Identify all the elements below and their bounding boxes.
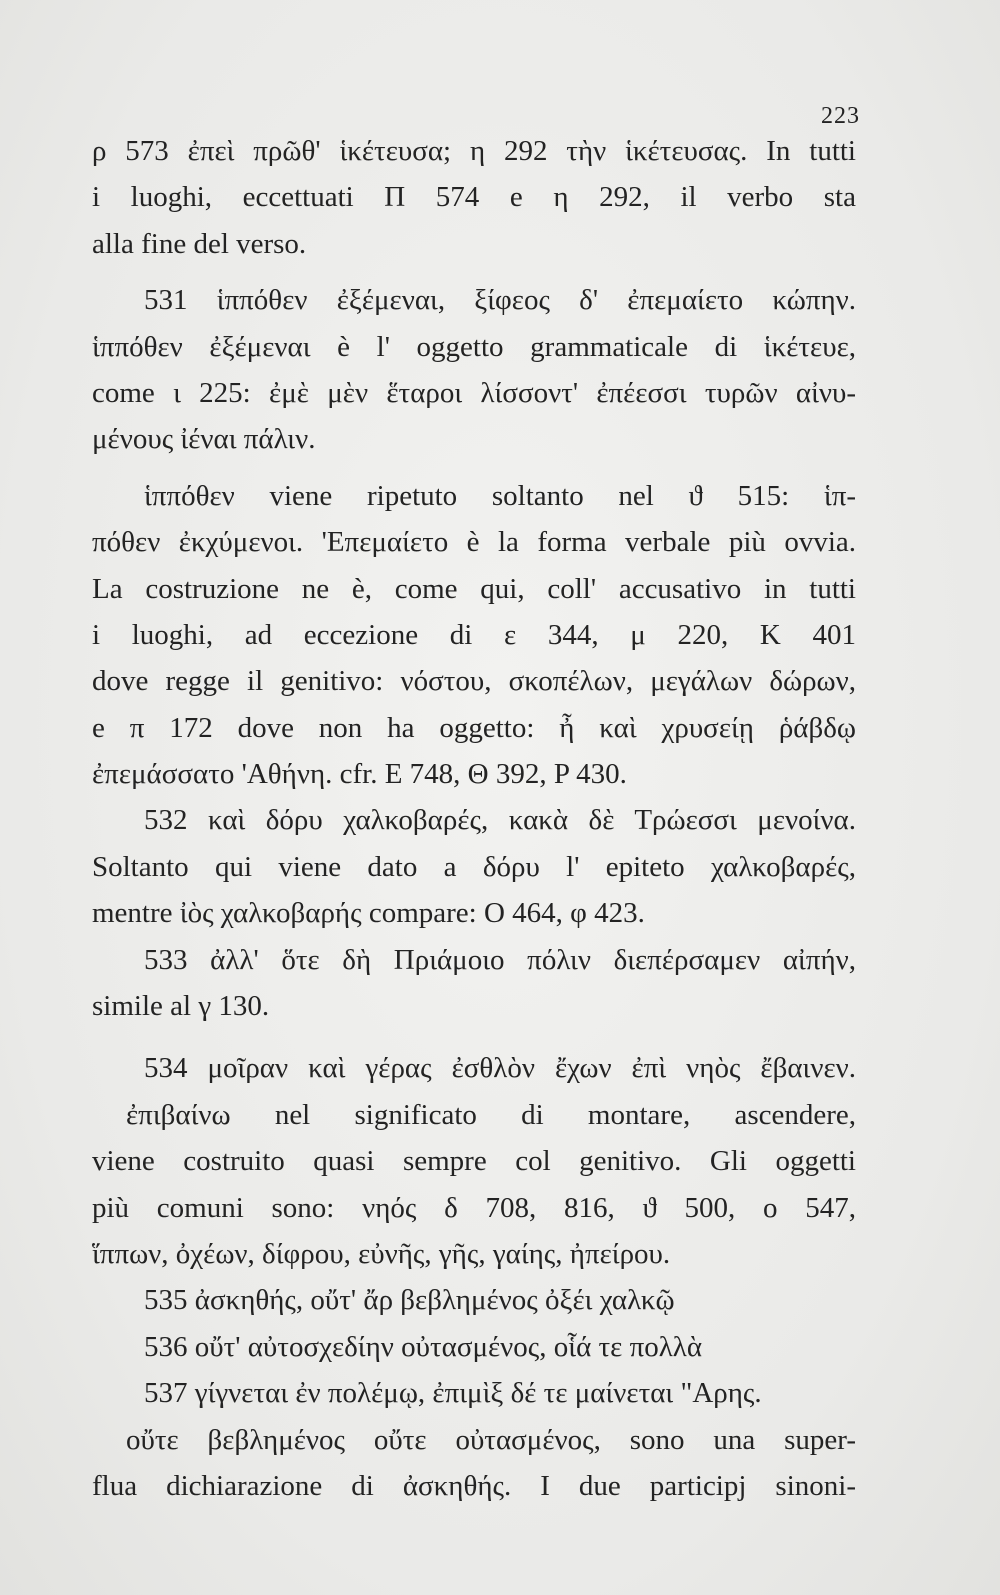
text-line: ἐπεμάσσατο 'Αθήνη. cfr. E 748, Θ 392, P 430. [92, 758, 627, 791]
verse-note-531: 531 ἱππόθεν ἐξέμεναι, ξίφεος δ' ἐπεμαίετο κώπην. [144, 284, 856, 317]
text-line: ἐπιβαίνω nel significato di montare, ascendere, [126, 1098, 856, 1131]
text-line: alla fine del verso. [92, 227, 307, 260]
text-line: viene costruito quasi sempre col genitivo. Gli oggetti [92, 1145, 856, 1178]
text-line: ἵππων, ὀχέων, δίφρου, εὐνῆς, γῆς, γαίης, ἠπείρου. [92, 1237, 671, 1270]
verse-note-533: 533 ἀλλ' ὅτε δὴ Πριάμοιο πόλιν διεπέρσαμεν αἰπήν, [144, 943, 856, 976]
text-line: μένους ἰέναι πάλιν. [92, 423, 316, 456]
text-line: ρ 573 ἐπεὶ πρῶθ' ἱκέτευσα; η 292 τὴν ἱκέτευσας. In tutti [92, 135, 856, 167]
verse-note-535: 535 ἀσκηθής, οὔτ' ἄρ βεβλημένος ὀξέι χαλκῷ [144, 1284, 675, 1317]
text-line: La costruzione ne è, come qui, coll' accusativo in tutti [92, 572, 856, 605]
page-number: 223 [821, 103, 860, 129]
text-line: i luoghi, ad eccezione di ε 344, μ 220, K 401 [92, 618, 856, 651]
text-line: dove regge il genitivo: νόστου, σκοπέλων, μεγάλων δώρων, [92, 665, 856, 698]
commentary-text [92, 128, 856, 1509]
verse-note-534: 534 μοῖραν καὶ γέρας ἐσθλὸν ἔχων ἐπὶ νηὸς ἔβαινεν. [144, 1052, 856, 1085]
text-line: mentre ἰὸς χαλκοβαρής compare: O 464, φ 423. [92, 897, 645, 930]
text-line: Soltanto qui viene dato a δόρυ l' epiteto χαλκοβαρές, [92, 850, 856, 883]
verse-note-532: 532 καὶ δόρυ χαλκοβαρές, κακὰ δὲ Τρώεσσι μενοίνα. [144, 804, 856, 837]
text-line: flua dichiarazione di ἀσκηθής. I due participj sinoni- [92, 1469, 856, 1502]
text-line: πόθεν ἐκχύμενοι. 'Επεμαίετο è la forma verbale più ovvia. [92, 526, 856, 559]
text-line: ἱππόθεν viene ripetuto soltanto nel ϑ 515: ἱπ- [144, 479, 856, 512]
text-line: simile al γ 130. [92, 990, 270, 1023]
text-line: come ι 225: ἐμὲ μὲν ἕταροι λίσσοντ' ἐπέεσσι τυρῶν αἰνυ- [92, 376, 856, 409]
text-line: i luoghi, eccettuati Π 574 e η 292, il verbo sta [92, 181, 856, 214]
text-line: più comuni sono: νηός δ 708, 816, ϑ 500, ο 547, [92, 1191, 856, 1224]
text-line: e π 172 dove non ha oggetto: ἦ καὶ χρυσείῃ ῥάβδῳ [92, 711, 856, 744]
text-line: ἱππόθεν ἐξέμεναι è l' oggetto grammaticale di ἱκέτευε, [92, 330, 856, 363]
verse-note-536: 536 οὔτ' αὐτοσχεδίην οὐτασμένος, οἷά τε πολλὰ [144, 1330, 703, 1363]
verse-note-537: 537 γίγνεται ἐν πολέμῳ, ἐπιμὶξ δέ τε μαίνεται "Αρης. [144, 1377, 762, 1410]
text-line: οὔτε βεβλημένος οὔτε οὐτασμένος, sono una super- [126, 1423, 856, 1456]
